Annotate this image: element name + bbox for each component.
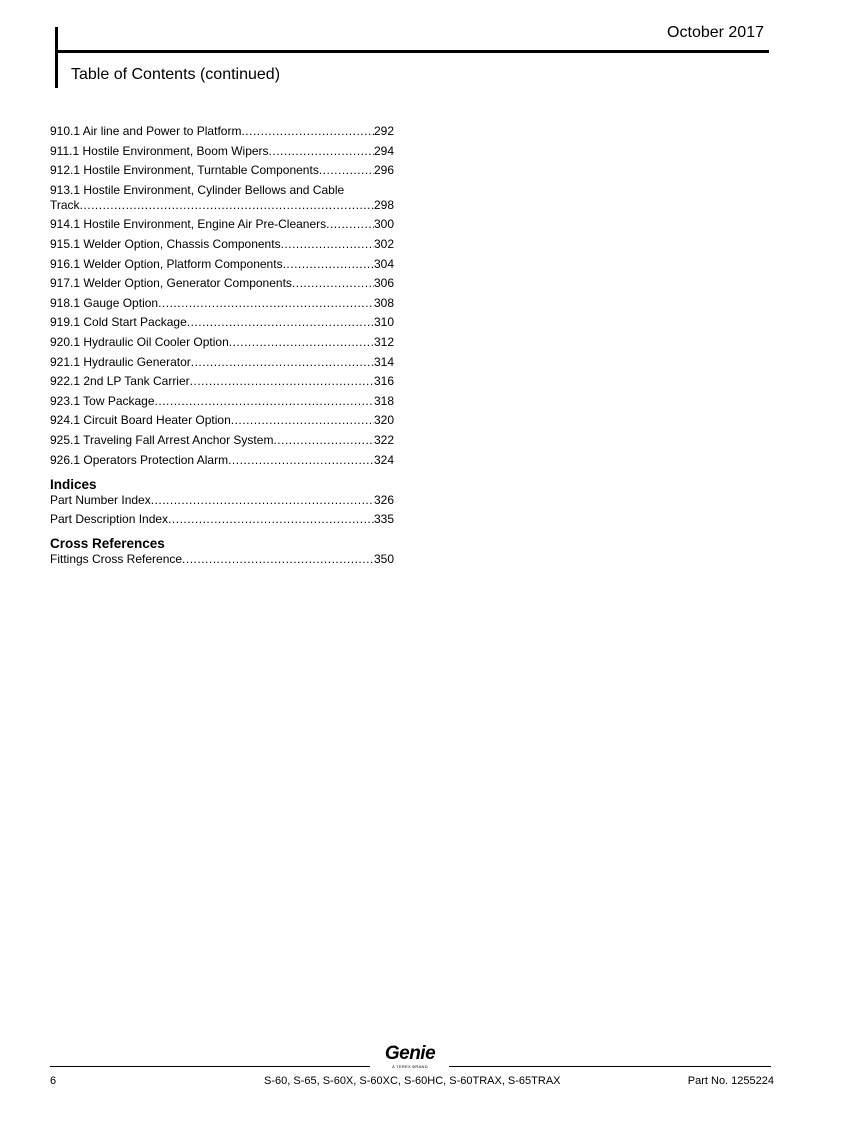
toc-entry-label: 913.1 Hostile Environment, Cylinder Bellows and Cable <box>50 182 345 197</box>
footer-part-number: Part No. 1255224 <box>687 1075 774 1087</box>
leader-dots <box>182 552 374 567</box>
toc-entry[interactable] <box>50 433 394 448</box>
toc-entry-label: 914.1 Hostile Environment, Engine Air Pre-Cleaners <box>50 217 327 232</box>
leader-dots <box>191 355 374 370</box>
toc-entry[interactable] <box>50 237 394 252</box>
leader-dots <box>190 374 374 389</box>
leader-dots <box>283 257 374 272</box>
footer-rule-left <box>50 1066 370 1067</box>
leader-dots <box>158 296 374 311</box>
leader-dots <box>241 124 374 139</box>
toc-entry-page: 320 <box>373 413 394 428</box>
page-title: Table of Contents (continued) <box>71 66 281 83</box>
toc-entry[interactable] <box>50 355 394 370</box>
header-vertical-rule <box>55 27 58 88</box>
toc-entry-page: 322 <box>373 432 394 447</box>
leader-dots <box>326 217 374 232</box>
toc-entry-label: 922.1 2nd LP Tank Carrier <box>50 374 190 389</box>
leader-dots <box>187 315 374 330</box>
header-date: October 2017 <box>667 24 764 41</box>
footer-page-number: 6 <box>50 1075 57 1087</box>
toc-entry-page: 326 <box>373 492 394 507</box>
toc-entry-label: Part Description Index <box>50 512 169 527</box>
toc-entry-label: 918.1 Gauge Option <box>50 295 159 310</box>
toc-entry-page: 335 <box>373 512 394 527</box>
leader-dots <box>231 413 374 428</box>
header-horizontal-rule <box>55 50 769 53</box>
toc-entry[interactable] <box>50 296 394 311</box>
toc-entry-page: 316 <box>373 374 394 389</box>
toc-entry[interactable] <box>50 217 394 232</box>
toc-entry-page: 318 <box>373 393 394 408</box>
toc-entry-label: 926.1 Operators Protection Alarm <box>50 452 229 467</box>
toc-entry-page: 294 <box>373 143 394 158</box>
table-of-contents <box>50 124 394 572</box>
toc-entry-page: 304 <box>373 256 394 271</box>
toc-entry[interactable] <box>50 124 394 139</box>
toc-entry-page: 312 <box>373 334 394 349</box>
logo-wordmark: Genie <box>384 1043 436 1064</box>
toc-entry-page: 292 <box>373 124 394 138</box>
toc-entry[interactable] <box>50 144 394 159</box>
toc-entry[interactable] <box>50 493 394 508</box>
toc-entry-label: 923.1 Tow Package <box>50 393 155 408</box>
genie-logo <box>374 1044 446 1069</box>
toc-entry[interactable] <box>50 453 394 468</box>
toc-entry[interactable] <box>50 163 394 178</box>
toc-entry-page: 314 <box>373 354 394 369</box>
leader-dots <box>151 493 374 508</box>
toc-entry-label: 921.1 Hydraulic Generator <box>50 354 191 369</box>
leader-dots <box>273 433 374 448</box>
toc-entry[interactable] <box>50 257 394 272</box>
toc-entry[interactable] <box>50 276 394 291</box>
leader-dots <box>281 237 374 252</box>
toc-entry[interactable] <box>50 512 394 527</box>
toc-entry-label: 912.1 Hostile Environment, Turntable Components <box>50 163 319 178</box>
footer-models: S-60, S-65, S-60X, S-60XC, S-60HC, S-60TRAX, S-65TRAX <box>264 1075 561 1087</box>
toc-entry-page: 308 <box>373 295 394 310</box>
leader-dots <box>292 276 374 291</box>
toc-entry-page: 296 <box>373 163 394 178</box>
toc-entry[interactable] <box>50 315 394 330</box>
toc-entry-label: 925.1 Traveling Fall Arrest Anchor System <box>50 432 274 447</box>
toc-entry[interactable] <box>50 394 394 409</box>
leader-dots <box>155 394 374 409</box>
footer-rule-right <box>449 1066 771 1067</box>
toc-entry-label: 916.1 Welder Option, Platform Components <box>50 256 283 271</box>
toc-entry[interactable] <box>50 374 394 389</box>
toc-entry-label: 917.1 Welder Option, Generator Components <box>50 276 292 291</box>
toc-entry-page: 324 <box>373 452 394 467</box>
section-heading-cross-references: Cross References <box>50 536 165 552</box>
toc-entry-page: 310 <box>373 315 394 330</box>
toc-entry-page: 302 <box>373 236 394 251</box>
leader-dots <box>319 163 374 178</box>
toc-entry-page: 350 <box>373 552 394 567</box>
toc-entry-label: 920.1 Hydraulic Oil Cooler Option <box>50 334 229 349</box>
leader-dots <box>269 144 374 159</box>
logo-tagline: A TEREX BRAND <box>392 1064 428 1069</box>
toc-entry-label: 910.1 Air line and Power to Platform <box>50 124 242 138</box>
toc-entry-label-continued: Track <box>50 197 80 212</box>
toc-entry-page: 300 <box>373 217 394 232</box>
toc-entry-label: 915.1 Welder Option, Chassis Components <box>50 236 281 251</box>
toc-entry[interactable] <box>50 183 394 213</box>
toc-entry-label: Fittings Cross Reference <box>50 552 183 567</box>
toc-entry-label: 919.1 Cold Start Package <box>50 315 187 330</box>
toc-entry-label: 924.1 Circuit Board Heater Option <box>50 413 231 428</box>
toc-entry[interactable] <box>50 335 394 350</box>
toc-entry[interactable] <box>50 413 394 428</box>
section-heading-indices: Indices <box>50 476 97 492</box>
leader-dots <box>80 198 374 213</box>
toc-entry-page: 306 <box>373 276 394 291</box>
toc-entry-page: 298 <box>373 197 394 212</box>
toc-entry-label: Part Number Index <box>50 492 151 507</box>
leader-dots <box>228 453 374 468</box>
leader-dots <box>168 512 374 527</box>
toc-entry-label: 911.1 Hostile Environment, Boom Wipers <box>50 143 269 158</box>
leader-dots <box>229 335 374 350</box>
toc-entry[interactable] <box>50 552 394 567</box>
